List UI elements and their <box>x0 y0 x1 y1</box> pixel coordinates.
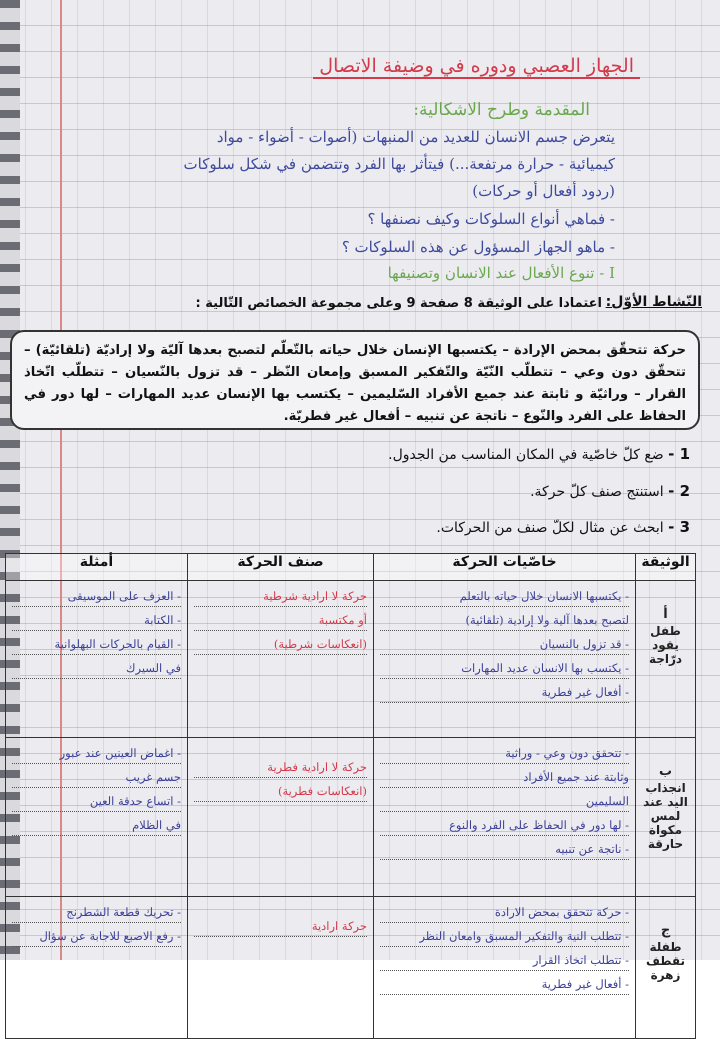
header-category: صنف الحركة <box>188 554 374 581</box>
activity-intro: اعتمادا على الوثيقة 8 صفحة 9 وعلى مجموعة الخصائص التّالية : <box>195 296 602 311</box>
header-properties: خاصّيات الحركة <box>374 554 636 581</box>
examples-cell: - العزف على الموسيقى - الكتابة - القيام بالحركات البهلوانية في السيرك <box>6 581 188 738</box>
header-document: الوثيقة <box>636 554 696 581</box>
category-cell: حركة لا ارادية فطرية (انعكاسات فطرية) <box>188 738 374 897</box>
properties-box: حركة تتحقّق بمحض الإرادة – يكتسبها الإنسان خلال حياته بالتّعلّم لتصبح بعدها آليّة ولا إراديّة (تلقائيّة) – تتحقّق دون وعي – تتطلّب النّيّة والتّفكير المسبق وإمعان النّظر – قد تزول بالنّسيان – تتطلّب اتّخاذ القرار – وراثيّة و ثابتة عند جميع الأفراد السّليمين – يكتسب بها الإنسان عديد المهارات – لها دور في الحفاظ على الفرد والنّوع – ناتجة عن تنبيه – أفعال غير فطريّة. <box>10 330 700 430</box>
movements-table <box>5 553 696 1039</box>
question-3: 3 - ابحث عن مثال لكلّ صنف من الحركات. <box>436 518 690 536</box>
question-1: 1 - ضع كلّ خاصّية في المكان المناسب من الجدول. <box>388 445 690 463</box>
activity-title: النّشاط الأوّل: <box>605 294 702 310</box>
document-cell: ب انجذاب اليد عند لمس مكواة حارقة <box>636 738 696 897</box>
intro-line: (ردود أفعال أو حركات) <box>472 182 615 200</box>
document-cell: ج طفلة تقطف زهرة <box>636 897 696 1039</box>
category-cell: حركة ارادية <box>188 897 374 1039</box>
intro-line: - فماهي أنواع السلوكات وكيف نصنفها ؟ <box>367 210 615 228</box>
intro-line: يتعرض جسم الانسان للعديد من المنبهات (أصوات - أضواء - مواد <box>216 128 615 146</box>
properties-cell: - حركة تتحقق بمحض الارادة - تتطلب النية والتفكير المسبق وامعان النظر - تتطلب اتخاذ القرار - أفعال غير فطرية <box>374 897 636 1039</box>
section-heading: I - تنوع الأفعال عند الانسان وتصنيفها <box>387 264 615 282</box>
examples-cell: - تحريك قطعة الشطرنج - رفع الاصبع للاجابة عن سؤال <box>6 897 188 1039</box>
intro-line: - ماهو الجهاز المسؤول عن هذه السلوكات ؟ <box>341 238 615 256</box>
intro-line: كيميائية - حرارة مرتفعة...) فيتأثر بها الفرد وتتضمن في شكل سلوكات <box>183 155 615 173</box>
table-row <box>6 897 696 1039</box>
category-cell: حركة لا ارادية شرطية أو مكتسبة (انعكاسات شرطية) <box>188 581 374 738</box>
intro-heading: المقدمة وطرح الاشكالية: <box>413 100 590 120</box>
header-examples: أمثلة <box>6 554 188 581</box>
table-header-row <box>6 554 696 581</box>
properties-cell: - تتحقق دون وعي - وراثية وثابتة عند جميع الأفراد السليمين - لها دور في الحفاظ على الفرد والنوع - ناتجة عن تنبيه <box>374 738 636 897</box>
examples-cell: - اغماض العينين عند عبور جسم غريب - اتساع حدقة العين في الظلام <box>6 738 188 897</box>
question-2: 2 - استنتج صنف كلّ حركة. <box>530 482 690 500</box>
document-cell: أ طفل يقود درّاجة <box>636 581 696 738</box>
properties-cell: - يكتسبها الانسان خلال حياته بالتعلم لتصبح بعدها آلية ولا إرادية (تلقائية) - قد تزول بالنسيان - يكتسب بها الانسان عديد المهارات - أفعال غير فطرية <box>374 581 636 738</box>
table-row <box>6 581 696 738</box>
lesson-title: الجهاز العصبي ودوره في وضيفة الاتصال <box>313 55 640 79</box>
table-row <box>6 738 696 897</box>
